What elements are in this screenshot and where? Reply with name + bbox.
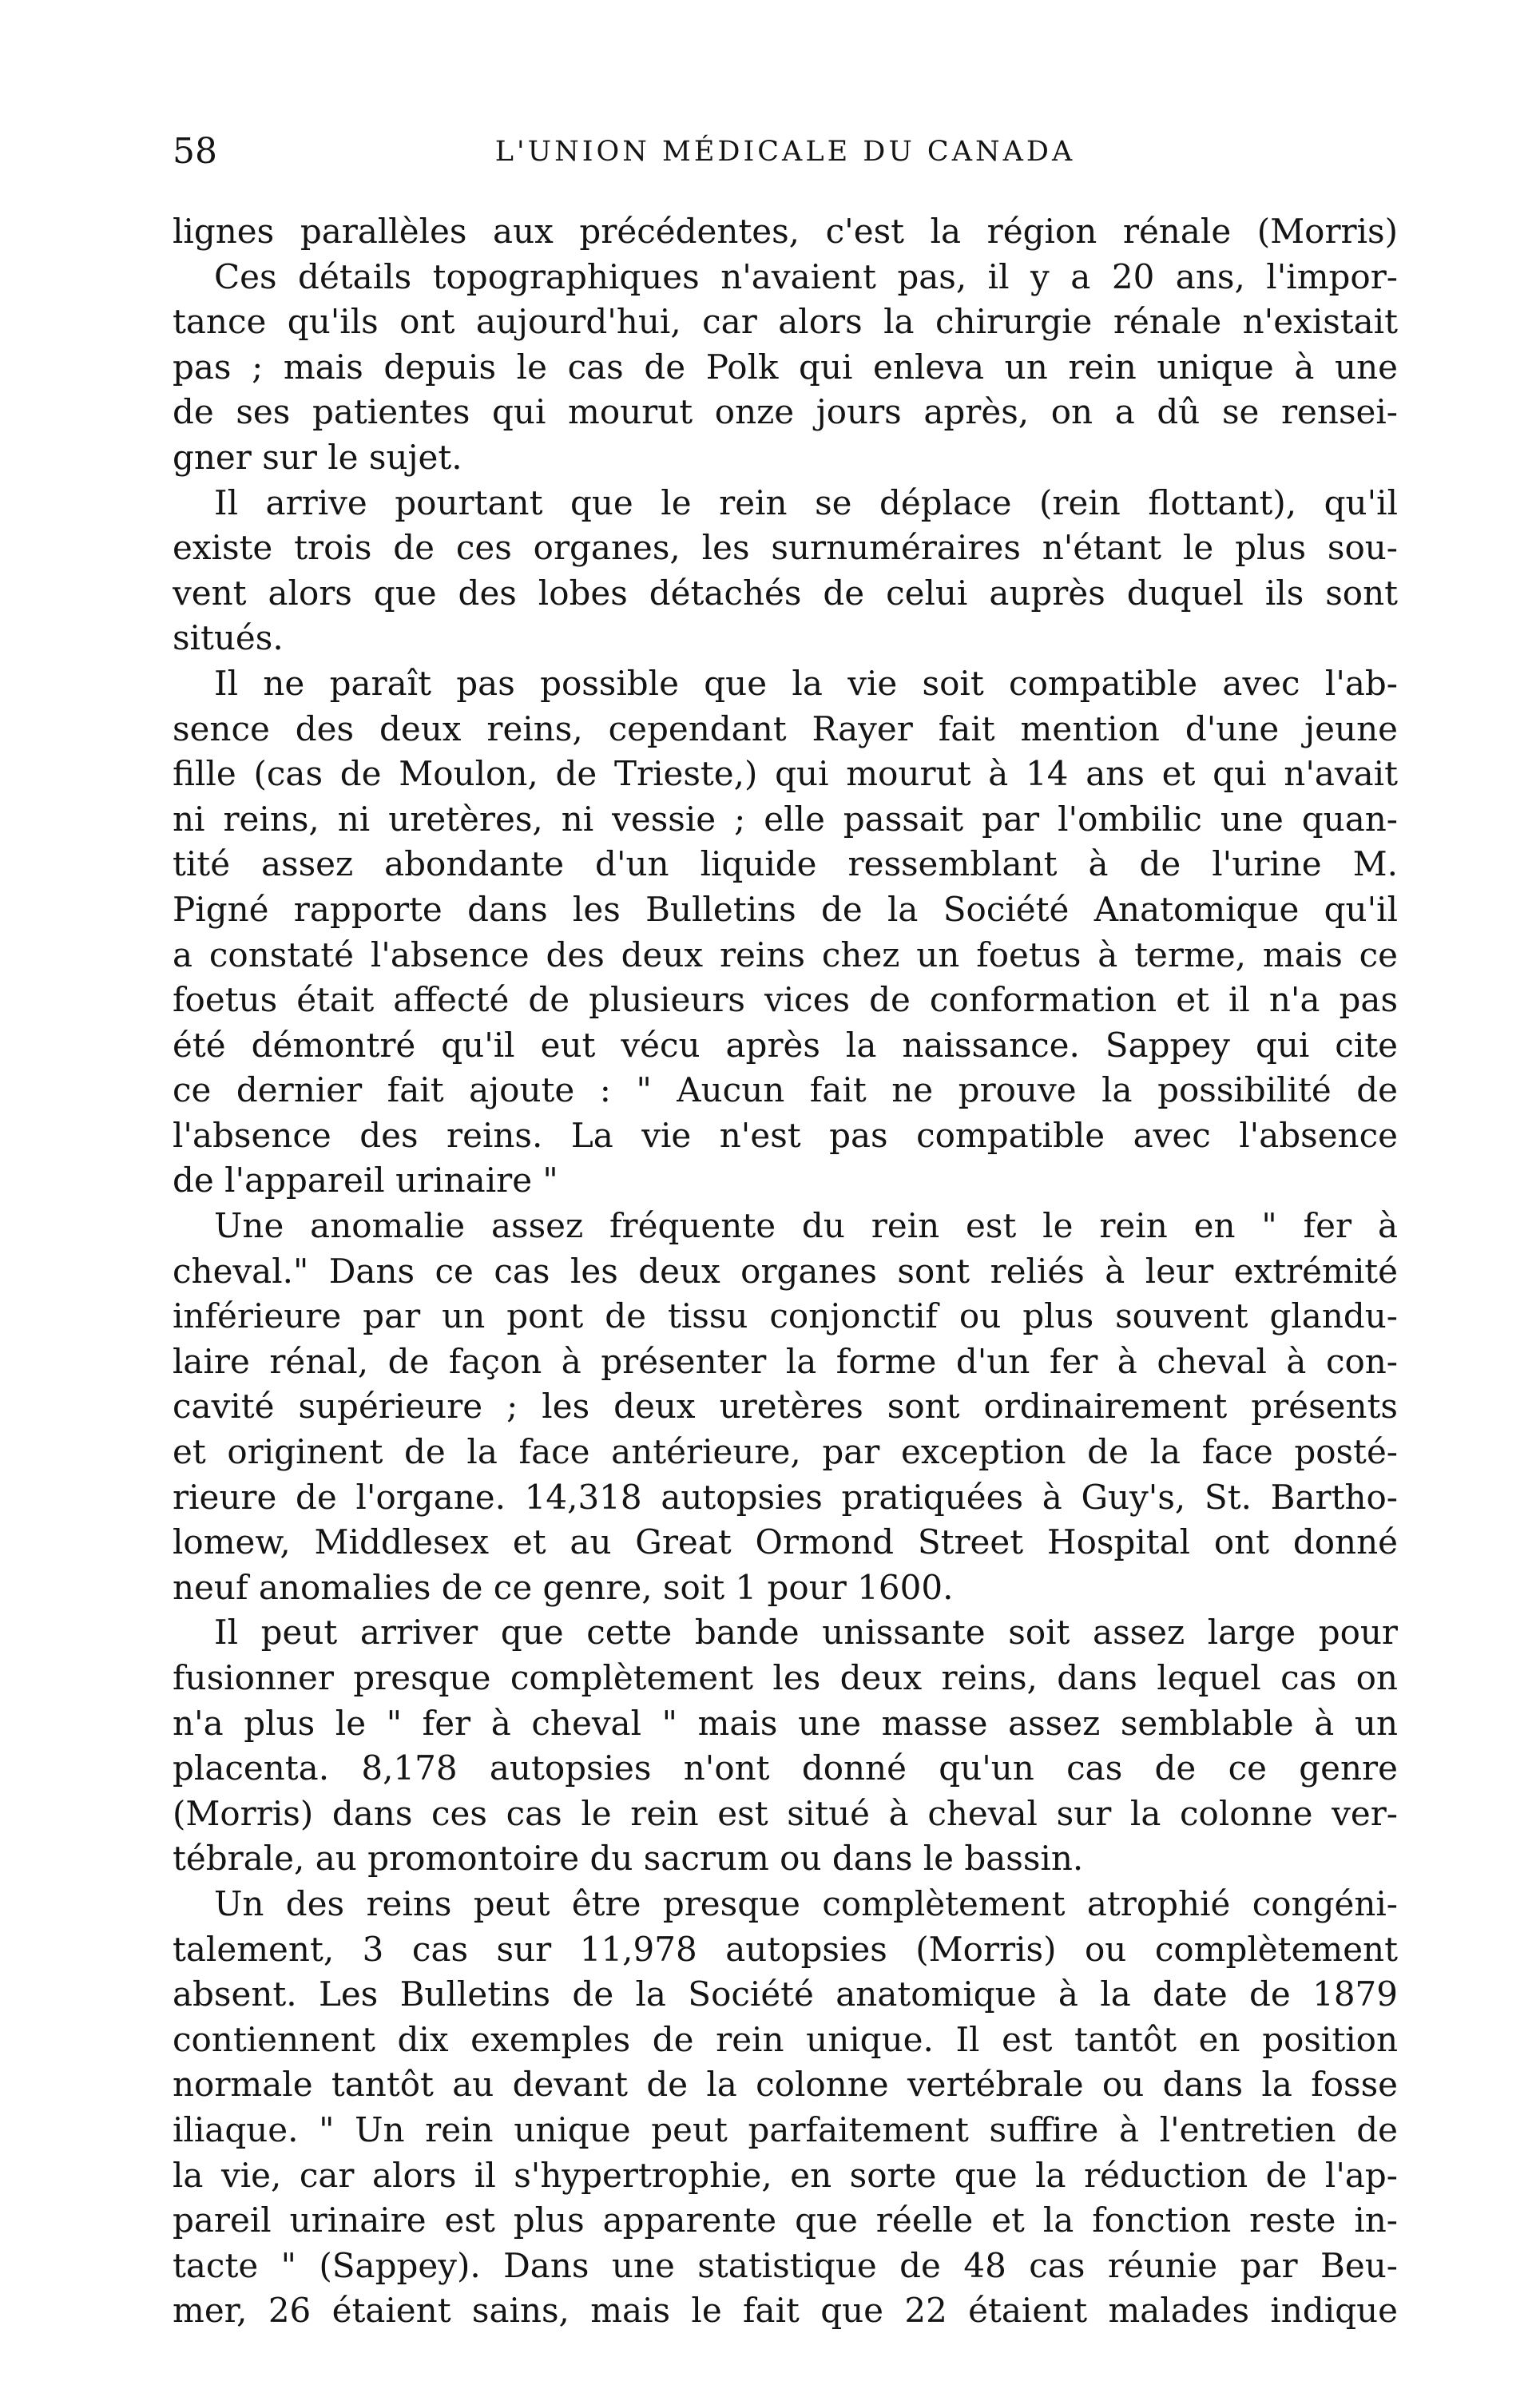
text-line: Pigné rapporte dans les Bulletins de la Société Anatomique qu'il — [173, 889, 1398, 929]
body-text — [173, 209, 1398, 2334]
text-line: l'absence des reins. La vie n'est pas compatible avec l'absence — [173, 1115, 1398, 1155]
text-line: Il arrive pourtant que le rein se déplace (rein flottant), qu'il — [214, 482, 1398, 522]
text-line: situés. — [173, 618, 284, 658]
text-line: ce dernier fait ajoute : " Aucun fait ne prouve la possibilité de — [173, 1070, 1398, 1110]
text-line: rieure de l'organe. 14,318 autopsies pratiquées à Guy's, St. Bartho- — [173, 1477, 1398, 1517]
text-line: n'a plus le " fer à cheval " mais une masse assez semblable à un — [173, 1703, 1398, 1743]
text-line: placenta. 8,178 autopsies n'ont donné qu'un cas de ce genre — [173, 1748, 1398, 1788]
text-line: Ces détails topographiques n'avaient pas, il y a 20 ans, l'impor- — [214, 256, 1398, 296]
text-line: sence des deux reins, cependant Rayer fait mention d'une jeune — [173, 708, 1398, 748]
text-line: vent alors que des lobes détachés de celui auprès duquel ils sont — [173, 573, 1398, 613]
text-line: tance qu'ils ont aujourd'hui, car alors la chirurgie rénale n'existait — [173, 302, 1398, 342]
text-line: pareil urinaire est plus apparente que réelle et la fonction reste in- — [173, 2200, 1398, 2240]
text-line: fille (cas de Moulon, de Trieste,) qui mourut à 14 ans et qui n'avait — [173, 754, 1398, 794]
text-line: la vie, car alors il s'hypertrophie, en sorte que la réduction de l'ap- — [173, 2155, 1398, 2195]
text-line: talement, 3 cas sur 11,978 autopsies (Morris) ou complètement — [173, 1929, 1398, 1969]
journal-title: L'UNION MÉDICALE DU CANADA — [494, 136, 1076, 168]
text-line: Il ne paraît pas possible que la vie soit compatible avec l'ab- — [214, 663, 1398, 703]
text-line: de ses patientes qui mourut onze jours après, on a dû se rensei- — [173, 392, 1398, 432]
text-line: iliaque. " Un rein unique peut parfaitement suffire à l'entretien de — [173, 2109, 1398, 2149]
text-line: Un des reins peut être presque complètement atrophié congéni- — [214, 1883, 1398, 1923]
text-line: a constaté l'absence des deux reins chez un foetus à terme, mais ce — [173, 935, 1398, 974]
running-head — [173, 128, 1398, 176]
text-line: et originent de la face antérieure, par exception de la face posté- — [173, 1432, 1398, 1472]
text-line: laire rénal, de façon à présenter la forme d'un fer à cheval à con- — [173, 1341, 1398, 1381]
text-line: absent. Les Bulletins de la Société anatomique à la date de 1879 — [173, 1974, 1398, 2014]
text-line: inférieure par un pont de tissu conjonctif ou plus souvent glandu- — [173, 1296, 1398, 1336]
text-line: Une anomalie assez fréquente du rein est le rein en " fer à — [214, 1206, 1398, 1246]
text-line: Il peut arriver que cette bande unissante soit assez large pour — [214, 1613, 1398, 1653]
text-line: cavité supérieure ; les deux uretères sont ordinairement présents — [173, 1387, 1398, 1427]
text-line: existe trois de ces organes, les surnuméraires n'étant le plus sou- — [173, 528, 1398, 568]
text-line: de l'appareil urinaire " — [173, 1161, 558, 1200]
text-line: cheval." Dans ce cas les deux organes sont reliés à leur extrémité — [173, 1251, 1398, 1291]
text-line: lomew, Middlesex et au Great Ormond Street Hospital ont donné — [173, 1522, 1398, 1562]
text-line: lignes parallèles aux précédentes, c'est la région rénale (Morris) — [173, 212, 1398, 251]
text-line: (Morris) dans ces cas le rein est situé à cheval sur la colonne ver- — [173, 1793, 1398, 1833]
text-line: tacte " (Sappey). Dans une statistique de 48 cas réunie par Beu- — [173, 2245, 1398, 2285]
text-line: contiennent dix exemples de rein unique. Il est tantôt en position — [173, 2019, 1398, 2059]
text-line: normale tantôt au devant de la colonne vertébrale ou dans la fosse — [173, 2065, 1398, 2105]
text-line: mer, 26 étaient sains, mais le fait que 22 étaient malades indique — [173, 2291, 1398, 2331]
text-line: neuf anomalies de ce genre, soit 1 pour 1600. — [173, 1567, 954, 1607]
text-line: ni reins, ni uretères, ni vessie ; elle passait par l'ombilic une quan- — [173, 799, 1398, 839]
text-line: été démontré qu'il eut vécu après la naissance. Sappey qui cite — [173, 1025, 1398, 1065]
text-line: foetus était affecté de plusieurs vices de conformation et il n'a pas — [173, 980, 1398, 1020]
text-line: pas ; mais depuis le cas de Polk qui enleva un rein unique à une — [173, 347, 1398, 387]
text-line: fusionner presque complètement les deux reins, dans lequel cas on — [173, 1658, 1398, 1697]
text-line: tité assez abondante d'un liquide ressemblant à de l'urine M. — [173, 844, 1398, 884]
text-line: tébrale, au promontoire du sacrum ou dans le bassin. — [173, 1839, 1084, 1879]
page-number: 58 — [173, 131, 217, 172]
text-line: gner sur le sujet. — [173, 437, 462, 477]
